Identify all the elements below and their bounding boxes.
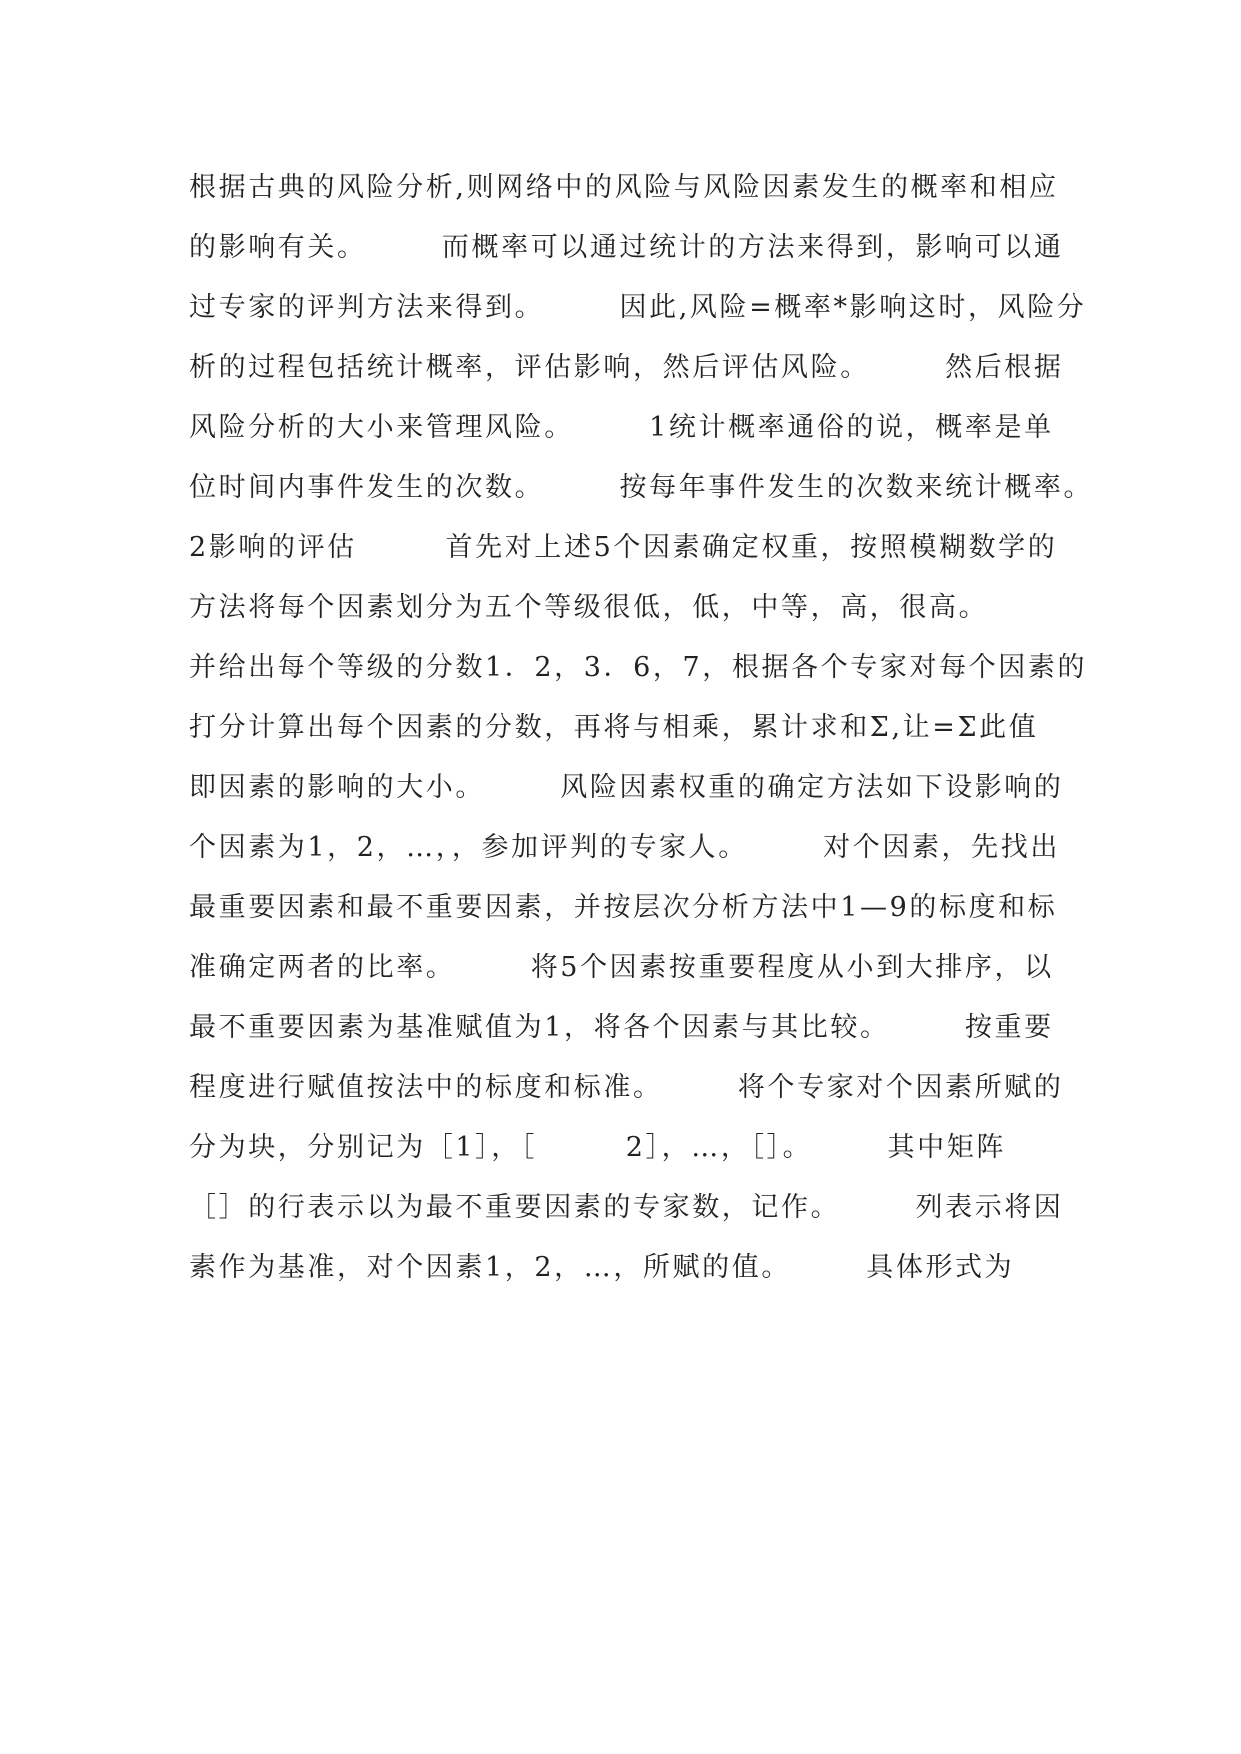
text-line: 2影响的评估 首先对上述5个因素确定权重，按照模糊数学的 [189, 532, 1058, 563]
text-line: 风险分析的大小来管理风险。 1统计概率通俗的说，概率是单 [189, 412, 1054, 443]
body-text [189, 158, 1094, 1298]
text-line: 准确定两者的比率。 将5个因素按重要程度从小到大排序，以 [189, 952, 1054, 983]
text-line: 析的过程包括统计概率，评估影响，然后评估风险。 然后根据 [189, 352, 1064, 383]
text-line: 即因素的影响的大小。 风险因素权重的确定方法如下设影响的 [189, 772, 1064, 803]
text-line: 根据古典的风险分析,则网络中的风险与风险因素发生的概率和相应 [189, 172, 1059, 203]
text-line: 最重要因素和最不重要因素，并按层次分析方法中1—9的标度和标 [189, 892, 1058, 923]
text-line: 分为块，分别记为［1］，［ 2］，…，［］。 其中矩阵 [189, 1132, 1006, 1163]
text-line: 个因素为1，2，…，，参加评判的专家人。 对个因素，先找出 [189, 832, 1060, 863]
text-line: ［］的行表示以为最不重要因素的专家数，记作。 列表示将因 [189, 1192, 1064, 1223]
text-line: 方法将每个因素划分为五个等级很低，低，中等，高，很高。 [189, 592, 989, 623]
text-line: 素作为基准，对个因素1，2，…，所赋的值。 具体形式为 [189, 1252, 1015, 1283]
text-line: 最不重要因素为基准赋值为1，将各个因素与其比较。 按重要 [189, 1012, 1054, 1043]
text-line: 打分计算出每个因素的分数，再将与相乘，累计求和Σ,让=Σ此值 [189, 712, 1039, 743]
text-line: 过专家的评判方法来得到。 因此,风险=概率*影响这时，风险分 [189, 292, 1087, 323]
text-line: 位时间内事件发生的次数。 按每年事件发生的次数来统计概率。 [189, 472, 1094, 503]
text-line: 并给出每个等级的分数1．2，3．6，7，根据各个专家对每个因素的 [189, 652, 1088, 683]
text-line: 的影响有关。 而概率可以通过统计的方法来得到，影响可以通 [189, 232, 1064, 263]
text-line: 程度进行赋值按法中的标度和标准。 将个专家对个因素所赋的 [189, 1072, 1064, 1103]
